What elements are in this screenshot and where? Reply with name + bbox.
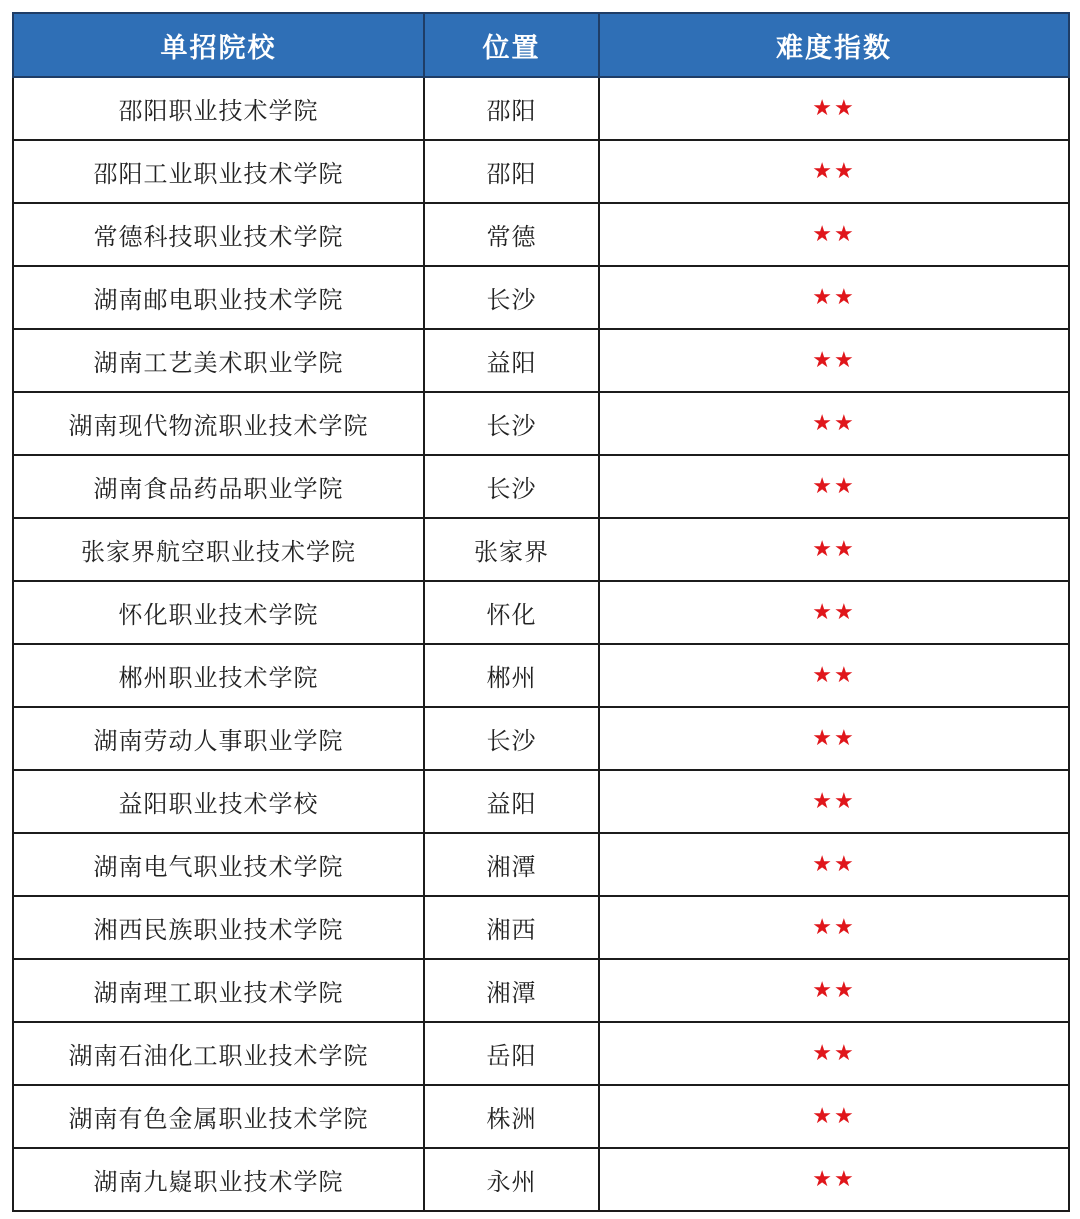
school-name-cell: 邵阳职业技术学院 [13, 77, 424, 140]
difficulty-stars-cell: ★★ [599, 1148, 1069, 1211]
table-row [13, 329, 1069, 392]
location-cell: 张家界 [424, 518, 599, 581]
school-name-cell: 益阳职业技术学校 [13, 770, 424, 833]
table-row [13, 140, 1069, 203]
difficulty-stars-cell: ★★ [599, 1085, 1069, 1148]
difficulty-stars-cell: ★★ [599, 203, 1069, 266]
school-name-cell: 湘西民族职业技术学院 [13, 896, 424, 959]
location-cell: 邵阳 [424, 77, 599, 140]
difficulty-stars-cell: ★★ [599, 392, 1069, 455]
table-row [13, 770, 1069, 833]
table-row [13, 392, 1069, 455]
school-name-cell: 湖南现代物流职业技术学院 [13, 392, 424, 455]
table-row [13, 896, 1069, 959]
difficulty-stars-cell: ★★ [599, 644, 1069, 707]
school-name-cell: 湖南劳动人事职业学院 [13, 707, 424, 770]
school-difficulty-table [12, 12, 1070, 1212]
school-name-cell: 湖南邮电职业技术学院 [13, 266, 424, 329]
difficulty-stars-cell: ★★ [599, 1022, 1069, 1085]
difficulty-stars-cell: ★★ [599, 329, 1069, 392]
location-cell: 郴州 [424, 644, 599, 707]
location-cell: 长沙 [424, 392, 599, 455]
table-row [13, 833, 1069, 896]
header-difficulty: 难度指数 [599, 13, 1069, 77]
school-name-cell: 湖南石油化工职业技术学院 [13, 1022, 424, 1085]
school-name-cell: 湖南有色金属职业技术学院 [13, 1085, 424, 1148]
table-row [13, 1085, 1069, 1148]
difficulty-stars-cell: ★★ [599, 833, 1069, 896]
difficulty-stars-cell: ★★ [599, 770, 1069, 833]
difficulty-stars-cell: ★★ [599, 140, 1069, 203]
school-name-cell: 常德科技职业技术学院 [13, 203, 424, 266]
location-cell: 湘潭 [424, 959, 599, 1022]
table-header [13, 13, 1069, 77]
location-cell: 常德 [424, 203, 599, 266]
school-name-cell: 邵阳工业职业技术学院 [13, 140, 424, 203]
table-row [13, 1022, 1069, 1085]
location-cell: 长沙 [424, 455, 599, 518]
table-row [13, 644, 1069, 707]
difficulty-stars-cell: ★★ [599, 266, 1069, 329]
header-row [13, 13, 1069, 77]
location-cell: 湘潭 [424, 833, 599, 896]
header-school: 单招院校 [13, 13, 424, 77]
school-name-cell: 怀化职业技术学院 [13, 581, 424, 644]
location-cell: 邵阳 [424, 140, 599, 203]
school-name-cell: 郴州职业技术学院 [13, 644, 424, 707]
school-name-cell: 湖南理工职业技术学院 [13, 959, 424, 1022]
difficulty-stars-cell: ★★ [599, 581, 1069, 644]
header-location: 位置 [424, 13, 599, 77]
table-body [13, 77, 1069, 1211]
difficulty-stars-cell: ★★ [599, 959, 1069, 1022]
difficulty-stars-cell: ★★ [599, 707, 1069, 770]
table-row [13, 1148, 1069, 1211]
difficulty-stars-cell: ★★ [599, 455, 1069, 518]
table-row [13, 707, 1069, 770]
school-name-cell: 湖南九嶷职业技术学院 [13, 1148, 424, 1211]
difficulty-stars-cell: ★★ [599, 518, 1069, 581]
school-name-cell: 湖南食品药品职业学院 [13, 455, 424, 518]
location-cell: 益阳 [424, 329, 599, 392]
location-cell: 怀化 [424, 581, 599, 644]
location-cell: 湘西 [424, 896, 599, 959]
location-cell: 岳阳 [424, 1022, 599, 1085]
school-name-cell: 张家界航空职业技术学院 [13, 518, 424, 581]
table-row [13, 455, 1069, 518]
table-row [13, 518, 1069, 581]
table-row [13, 203, 1069, 266]
location-cell: 长沙 [424, 266, 599, 329]
location-cell: 长沙 [424, 707, 599, 770]
difficulty-stars-cell: ★★ [599, 896, 1069, 959]
table-row [13, 266, 1069, 329]
table-row [13, 77, 1069, 140]
location-cell: 永州 [424, 1148, 599, 1211]
location-cell: 株洲 [424, 1085, 599, 1148]
school-table-container [12, 12, 1068, 1212]
school-name-cell: 湖南工艺美术职业学院 [13, 329, 424, 392]
table-row [13, 959, 1069, 1022]
difficulty-stars-cell: ★★ [599, 77, 1069, 140]
location-cell: 益阳 [424, 770, 599, 833]
school-name-cell: 湖南电气职业技术学院 [13, 833, 424, 896]
table-row [13, 581, 1069, 644]
